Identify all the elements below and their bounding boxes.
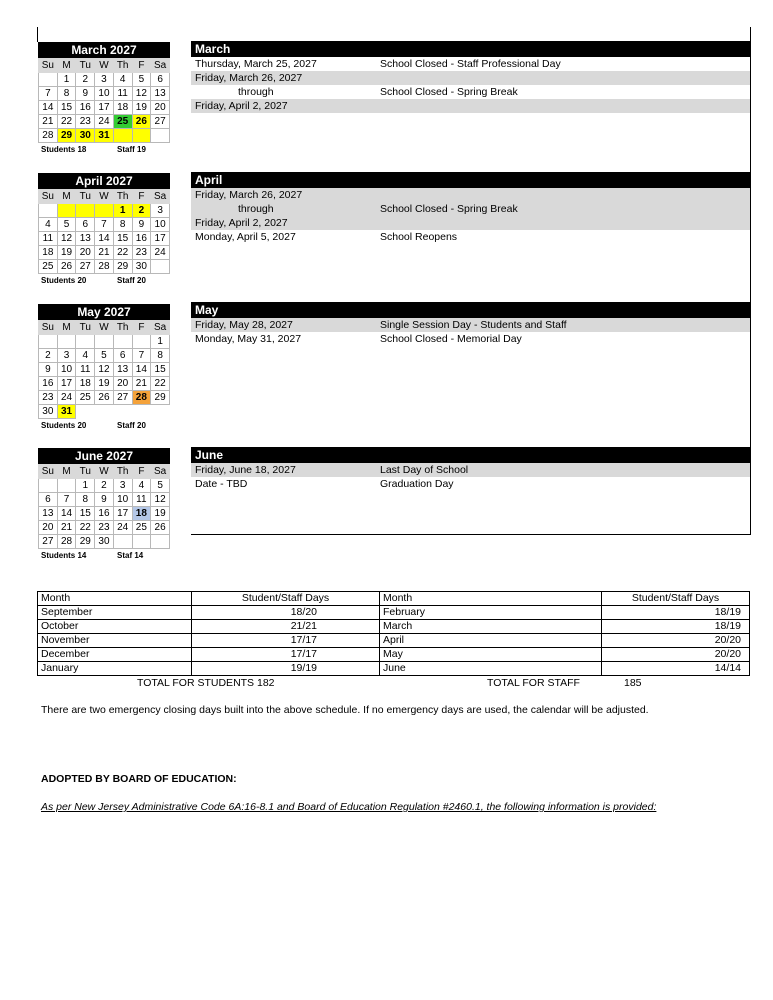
day-cell: 1 — [57, 73, 76, 87]
day-cell: 27 — [151, 115, 170, 129]
day-header: M — [57, 321, 76, 335]
day-cell — [113, 405, 132, 419]
day-header: W — [95, 190, 114, 204]
calendar-grid — [38, 189, 170, 274]
event-date: Friday, April 2, 2027 — [195, 100, 288, 112]
students-count: Students 20 — [41, 276, 87, 285]
table-header-row — [38, 592, 750, 606]
day-cell: 16 — [95, 507, 114, 521]
day-cell: 8 — [57, 87, 76, 101]
event-text: School Closed - Memorial Day — [380, 333, 522, 345]
day-cell-highlight: 2 — [132, 204, 151, 218]
event-date: Thursday, March 25, 2027 — [195, 58, 317, 70]
day-cell: 21 — [39, 115, 58, 129]
event-date: Monday, May 31, 2027 — [195, 333, 302, 345]
day-cell-highlight: 18 — [132, 507, 151, 521]
day-cell: 13 — [151, 87, 170, 101]
day-header: W — [95, 321, 114, 335]
emergency-note: There are two emergency closing days built into the above schedule. If no emergency days are used, the calendar will be adjusted. — [41, 704, 649, 716]
calendar-april — [38, 173, 170, 286]
day-cell-highlight — [76, 204, 95, 218]
day-cell: 9 — [39, 363, 58, 377]
day-cell: 23 — [95, 521, 114, 535]
event-row — [191, 71, 750, 85]
day-cell: 11 — [39, 232, 58, 246]
table-cell: 17/17 — [192, 648, 380, 662]
day-cell — [57, 479, 76, 493]
day-cell — [151, 535, 170, 549]
day-cell — [95, 335, 114, 349]
day-header: M — [57, 190, 76, 204]
events-title: June — [191, 447, 750, 463]
day-cell: 1 — [76, 479, 95, 493]
day-cell: 10 — [113, 493, 132, 507]
day-cell: 23 — [132, 246, 151, 260]
table-row — [38, 620, 750, 634]
day-cell: 22 — [151, 377, 170, 391]
day-cell: 4 — [132, 479, 151, 493]
day-cell — [132, 335, 151, 349]
table-row — [38, 662, 750, 676]
day-header: Sa — [151, 321, 170, 335]
day-cell: 29 — [151, 391, 170, 405]
day-cell: 9 — [132, 218, 151, 232]
day-cell: 25 — [76, 391, 95, 405]
day-cell: 22 — [113, 246, 132, 260]
calendar-grid — [38, 58, 170, 143]
day-cell: 17 — [95, 101, 114, 115]
event-row — [191, 188, 750, 202]
table-cell: September — [38, 606, 192, 620]
day-header: Th — [113, 321, 132, 335]
day-header: Su — [39, 465, 58, 479]
table-row — [38, 606, 750, 620]
day-cell: 20 — [113, 377, 132, 391]
table-cell: 19/19 — [192, 662, 380, 676]
total-staff-label: TOTAL FOR STAFF — [487, 677, 580, 689]
day-cell-highlight: 29 — [57, 129, 76, 143]
day-cell: 18 — [76, 377, 95, 391]
day-header: Th — [113, 59, 132, 73]
day-header: F — [132, 59, 151, 73]
table-cell: 17/17 — [192, 634, 380, 648]
day-cell-highlight: 1 — [113, 204, 132, 218]
day-cell: 3 — [113, 479, 132, 493]
day-cell: 13 — [76, 232, 95, 246]
day-cell-highlight: 25 — [113, 115, 132, 129]
day-cell — [151, 260, 170, 274]
day-cell-highlight: 30 — [76, 129, 95, 143]
table-cell: October — [38, 620, 192, 634]
event-date: Friday, March 26, 2027 — [195, 72, 303, 84]
day-cell: 25 — [39, 260, 58, 274]
day-header: F — [132, 465, 151, 479]
day-cell: 16 — [132, 232, 151, 246]
day-cell: 26 — [151, 521, 170, 535]
day-header: Su — [39, 59, 58, 73]
day-cell: 29 — [76, 535, 95, 549]
table-cell: March — [380, 620, 602, 634]
day-cell-highlight — [57, 204, 76, 218]
event-text: School Closed - Staff Professional Day — [380, 58, 561, 70]
day-cell: 20 — [39, 521, 58, 535]
day-header: Th — [113, 465, 132, 479]
day-cell: 10 — [57, 363, 76, 377]
day-cell: 8 — [76, 493, 95, 507]
day-cell: 24 — [95, 115, 114, 129]
calendar-grid — [38, 320, 170, 419]
day-header: Su — [39, 190, 58, 204]
table-header: Student/Staff Days — [602, 592, 750, 606]
calendar-footer — [38, 143, 170, 155]
right-border — [750, 27, 751, 534]
event-date: Friday, March 26, 2027 — [195, 189, 303, 201]
day-cell-highlight: 31 — [95, 129, 114, 143]
event-text: School Reopens — [380, 231, 458, 243]
calendar-title: May 2027 — [38, 304, 170, 320]
event-date: through — [238, 203, 274, 215]
event-text: School Closed - Spring Break — [380, 203, 518, 215]
table-cell: 18/20 — [192, 606, 380, 620]
calendar-march — [38, 42, 170, 155]
event-text: Graduation Day — [380, 478, 454, 490]
events-title: May — [191, 302, 750, 318]
day-cell: 9 — [76, 87, 95, 101]
day-cell: 27 — [39, 535, 58, 549]
day-header: Su — [39, 321, 58, 335]
day-cell — [95, 405, 114, 419]
day-cell: 6 — [76, 218, 95, 232]
table-cell: January — [38, 662, 192, 676]
day-cell: 15 — [76, 507, 95, 521]
event-row — [191, 216, 750, 230]
day-header: Sa — [151, 465, 170, 479]
event-date: through — [238, 86, 274, 98]
day-cell: 15 — [57, 101, 76, 115]
day-cell: 27 — [113, 391, 132, 405]
day-cell: 3 — [151, 204, 170, 218]
day-cell: 25 — [132, 521, 151, 535]
calendar-june — [38, 448, 170, 561]
table-cell: May — [380, 648, 602, 662]
day-cell: 2 — [95, 479, 114, 493]
events-title: April — [191, 172, 750, 188]
calendar-title: April 2027 — [38, 173, 170, 189]
event-row — [191, 463, 750, 477]
day-cell: 14 — [95, 232, 114, 246]
day-cell: 18 — [39, 246, 58, 260]
event-date: Monday, April 5, 2027 — [195, 231, 296, 243]
staff-count: Staff 20 — [117, 276, 146, 285]
day-cell: 12 — [95, 363, 114, 377]
day-header: Tu — [76, 190, 95, 204]
students-count: Students 18 — [41, 145, 87, 154]
total-staff-value: 185 — [624, 677, 642, 689]
day-cell: 8 — [113, 218, 132, 232]
table-cell: April — [380, 634, 602, 648]
day-cell-highlight — [95, 204, 114, 218]
day-cell: 5 — [57, 218, 76, 232]
day-cell: 7 — [57, 493, 76, 507]
day-header: Tu — [76, 59, 95, 73]
day-cell — [113, 535, 132, 549]
event-date: Friday, June 18, 2027 — [195, 464, 296, 476]
day-cell-highlight: 26 — [132, 115, 151, 129]
days-summary-table — [37, 591, 750, 676]
day-cell: 10 — [95, 87, 114, 101]
day-cell: 6 — [39, 493, 58, 507]
day-cell: 19 — [132, 101, 151, 115]
event-row — [191, 318, 750, 332]
event-date: Date - TBD — [195, 478, 248, 490]
day-cell: 18 — [113, 101, 132, 115]
day-cell — [132, 405, 151, 419]
day-cell: 26 — [57, 260, 76, 274]
table-cell: 21/21 — [192, 620, 380, 634]
day-header: W — [95, 59, 114, 73]
day-cell: 19 — [151, 507, 170, 521]
event-row — [191, 85, 750, 99]
calendar-footer — [38, 274, 170, 286]
day-cell: 30 — [95, 535, 114, 549]
day-cell: 24 — [57, 391, 76, 405]
events-april — [191, 172, 750, 244]
table-cell: 18/19 — [602, 606, 750, 620]
day-cell: 2 — [76, 73, 95, 87]
day-cell: 7 — [132, 349, 151, 363]
day-cell: 10 — [151, 218, 170, 232]
day-cell-highlight — [132, 129, 151, 143]
day-cell — [76, 335, 95, 349]
calendar-footer — [38, 549, 170, 561]
event-row — [191, 202, 750, 216]
day-cell: 13 — [39, 507, 58, 521]
day-cell: 21 — [57, 521, 76, 535]
total-students: TOTAL FOR STUDENTS 182 — [137, 677, 275, 689]
day-cell: 2 — [39, 349, 58, 363]
day-cell: 15 — [151, 363, 170, 377]
students-count: Students 14 — [41, 551, 87, 560]
day-cell: 11 — [76, 363, 95, 377]
day-cell — [39, 479, 58, 493]
day-cell: 24 — [113, 521, 132, 535]
day-cell: 4 — [76, 349, 95, 363]
day-cell: 3 — [95, 73, 114, 87]
event-row — [191, 230, 750, 244]
calendar-title: March 2027 — [38, 42, 170, 58]
day-cell: 19 — [95, 377, 114, 391]
code-note: As per New Jersey Administrative Code 6A:16-8.1 and Board of Education Regulation #2460.1, the following information is provided: — [41, 801, 657, 813]
staff-count: Staff 20 — [117, 421, 146, 430]
event-date: Friday, May 28, 2027 — [195, 319, 293, 331]
day-cell — [57, 335, 76, 349]
students-count: Students 20 — [41, 421, 87, 430]
day-cell: 3 — [57, 349, 76, 363]
day-cell: 24 — [151, 246, 170, 260]
day-header: Tu — [76, 321, 95, 335]
day-cell — [151, 129, 170, 143]
table-cell: November — [38, 634, 192, 648]
day-cell: 12 — [151, 493, 170, 507]
day-cell — [39, 73, 58, 87]
day-header: M — [57, 465, 76, 479]
table-header: Month — [38, 592, 192, 606]
day-cell — [39, 204, 58, 218]
day-cell: 20 — [151, 101, 170, 115]
day-header: Sa — [151, 190, 170, 204]
calendar-grid — [38, 464, 170, 549]
day-cell: 15 — [113, 232, 132, 246]
day-cell: 12 — [57, 232, 76, 246]
day-cell: 17 — [151, 232, 170, 246]
table-cell: December — [38, 648, 192, 662]
day-cell: 8 — [151, 349, 170, 363]
day-cell: 4 — [39, 218, 58, 232]
calendar-footer — [38, 419, 170, 431]
day-cell: 28 — [95, 260, 114, 274]
calendar-title: June 2027 — [38, 448, 170, 464]
day-header: Th — [113, 190, 132, 204]
day-cell: 23 — [76, 115, 95, 129]
day-cell: 14 — [39, 101, 58, 115]
table-header: Month — [380, 592, 602, 606]
day-cell: 5 — [151, 479, 170, 493]
day-cell: 1 — [151, 335, 170, 349]
event-row — [191, 477, 750, 491]
events-march — [191, 41, 750, 113]
day-header: Sa — [151, 59, 170, 73]
day-cell: 29 — [113, 260, 132, 274]
day-cell: 16 — [76, 101, 95, 115]
day-header: M — [57, 59, 76, 73]
day-cell-highlight — [113, 129, 132, 143]
day-cell: 17 — [57, 377, 76, 391]
day-cell: 27 — [76, 260, 95, 274]
event-text: Last Day of School — [380, 464, 469, 476]
day-cell: 19 — [57, 246, 76, 260]
day-cell: 7 — [39, 87, 58, 101]
day-header: F — [132, 190, 151, 204]
day-cell: 11 — [132, 493, 151, 507]
day-cell-highlight: 28 — [132, 391, 151, 405]
day-cell: 20 — [76, 246, 95, 260]
day-cell-highlight: 31 — [57, 405, 76, 419]
day-cell: 6 — [151, 73, 170, 87]
day-cell: 21 — [95, 246, 114, 260]
day-cell — [39, 335, 58, 349]
day-cell: 5 — [95, 349, 114, 363]
calendar-may — [38, 304, 170, 431]
day-cell — [76, 405, 95, 419]
staff-count: Staf 14 — [117, 551, 144, 560]
day-cell: 14 — [57, 507, 76, 521]
day-cell: 16 — [39, 377, 58, 391]
day-cell: 22 — [76, 521, 95, 535]
table-cell: 20/20 — [602, 634, 750, 648]
table-header: Student/Staff Days — [192, 592, 380, 606]
day-cell: 9 — [95, 493, 114, 507]
day-cell: 21 — [132, 377, 151, 391]
day-cell — [151, 405, 170, 419]
day-cell: 5 — [132, 73, 151, 87]
day-cell: 11 — [113, 87, 132, 101]
left-border — [37, 27, 38, 42]
events-bottom-rule — [191, 534, 751, 535]
events-title: March — [191, 41, 750, 57]
table-cell: February — [380, 606, 602, 620]
adopted-heading: ADOPTED BY BOARD OF EDUCATION: — [41, 773, 237, 785]
table-row — [38, 634, 750, 648]
day-cell: 28 — [39, 129, 58, 143]
day-header: F — [132, 321, 151, 335]
day-cell: 6 — [113, 349, 132, 363]
table-cell: 14/14 — [602, 662, 750, 676]
day-cell: 30 — [132, 260, 151, 274]
day-header: Tu — [76, 465, 95, 479]
day-cell: 4 — [113, 73, 132, 87]
day-cell: 30 — [39, 405, 58, 419]
day-cell: 7 — [95, 218, 114, 232]
day-cell: 17 — [113, 507, 132, 521]
day-cell: 14 — [132, 363, 151, 377]
event-date: Friday, April 2, 2027 — [195, 217, 288, 229]
day-header: W — [95, 465, 114, 479]
events-may — [191, 302, 750, 346]
table-cell: 20/20 — [602, 648, 750, 662]
event-row — [191, 57, 750, 71]
day-cell: 22 — [57, 115, 76, 129]
event-row — [191, 99, 750, 113]
day-cell: 26 — [95, 391, 114, 405]
day-cell: 13 — [113, 363, 132, 377]
day-cell — [132, 535, 151, 549]
table-cell: June — [380, 662, 602, 676]
table-cell: 18/19 — [602, 620, 750, 634]
day-cell: 12 — [132, 87, 151, 101]
day-cell — [113, 335, 132, 349]
staff-count: Staff 19 — [117, 145, 146, 154]
event-row — [191, 332, 750, 346]
day-cell: 23 — [39, 391, 58, 405]
table-row — [38, 648, 750, 662]
events-june — [191, 447, 750, 491]
event-text: School Closed - Spring Break — [380, 86, 518, 98]
event-text: Single Session Day - Students and Staff — [380, 319, 567, 331]
day-cell: 28 — [57, 535, 76, 549]
